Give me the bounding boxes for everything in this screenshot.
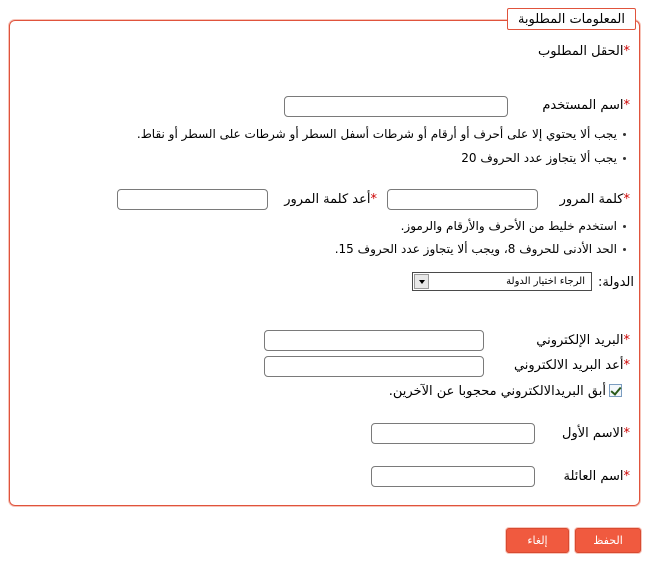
required-star: * xyxy=(623,358,630,373)
country-select[interactable] xyxy=(412,272,592,291)
username-rule-1: يجب ألا يحتوي إلا على أحرف أو أرقام أو شرطات أسفل السطر أو شرطات على السطر أو نقاط. xyxy=(137,126,626,142)
email-private-checkbox[interactable] xyxy=(609,384,622,397)
last-name-label: *اسم العائلة xyxy=(563,469,630,484)
chevron-down-icon[interactable] xyxy=(414,274,429,289)
country-select-value: الرجاء اختيار الدولة xyxy=(506,276,585,287)
last-name-input[interactable] xyxy=(371,466,535,487)
required-note xyxy=(538,44,630,60)
bullet-dot xyxy=(623,225,626,228)
first-name-input[interactable] xyxy=(371,423,535,444)
required-star: * xyxy=(623,469,630,484)
required-note-text: الحقل المطلوب xyxy=(537,44,624,59)
required-star: * xyxy=(623,44,630,59)
email-private-label: أبق البريدالالكتروني محجوبا عن الآخرين. xyxy=(388,384,606,399)
required-star: * xyxy=(623,333,630,348)
email-label: *البريد الإلكتروني xyxy=(536,333,630,348)
password-confirm-label: *أعد كلمة المرور xyxy=(284,192,377,207)
required-star: * xyxy=(370,192,377,207)
bullet-dot xyxy=(623,157,626,160)
email-input[interactable] xyxy=(264,330,484,351)
username-input[interactable] xyxy=(284,96,508,117)
required-info-fieldset xyxy=(9,20,640,506)
password-input[interactable] xyxy=(387,189,538,210)
required-star: * xyxy=(623,192,630,207)
first-name-label: *الاسم الأول xyxy=(562,426,630,441)
required-star: * xyxy=(623,98,630,113)
required-star: * xyxy=(623,426,630,441)
password-label: *كلمة المرور xyxy=(559,192,630,207)
country-label: الدولة: xyxy=(598,275,634,290)
bullet-dot xyxy=(623,248,626,251)
password-rule-2: الحد الأدنى للحروف 8، ويجب ألا يتجاوز عدد الحروف 15. xyxy=(335,241,626,257)
save-button[interactable]: الحفظ xyxy=(575,528,641,553)
email-confirm-input[interactable] xyxy=(264,356,484,377)
username-label: *اسم المستخدم xyxy=(542,98,630,113)
password-confirm-input[interactable] xyxy=(117,189,268,210)
email-confirm-label: *أعد البريد الالكتروني xyxy=(513,358,630,373)
fieldset-legend: المعلومات المطلوبة xyxy=(507,8,636,30)
password-rule-1: استخدم خليط من الأحرف والأرقام والرموز. xyxy=(401,218,626,234)
cancel-button[interactable]: إلغاء xyxy=(506,528,569,553)
username-rule-2: يجب ألا يتجاوز عدد الحروف 20 xyxy=(461,150,626,166)
bullet-dot xyxy=(623,133,626,136)
